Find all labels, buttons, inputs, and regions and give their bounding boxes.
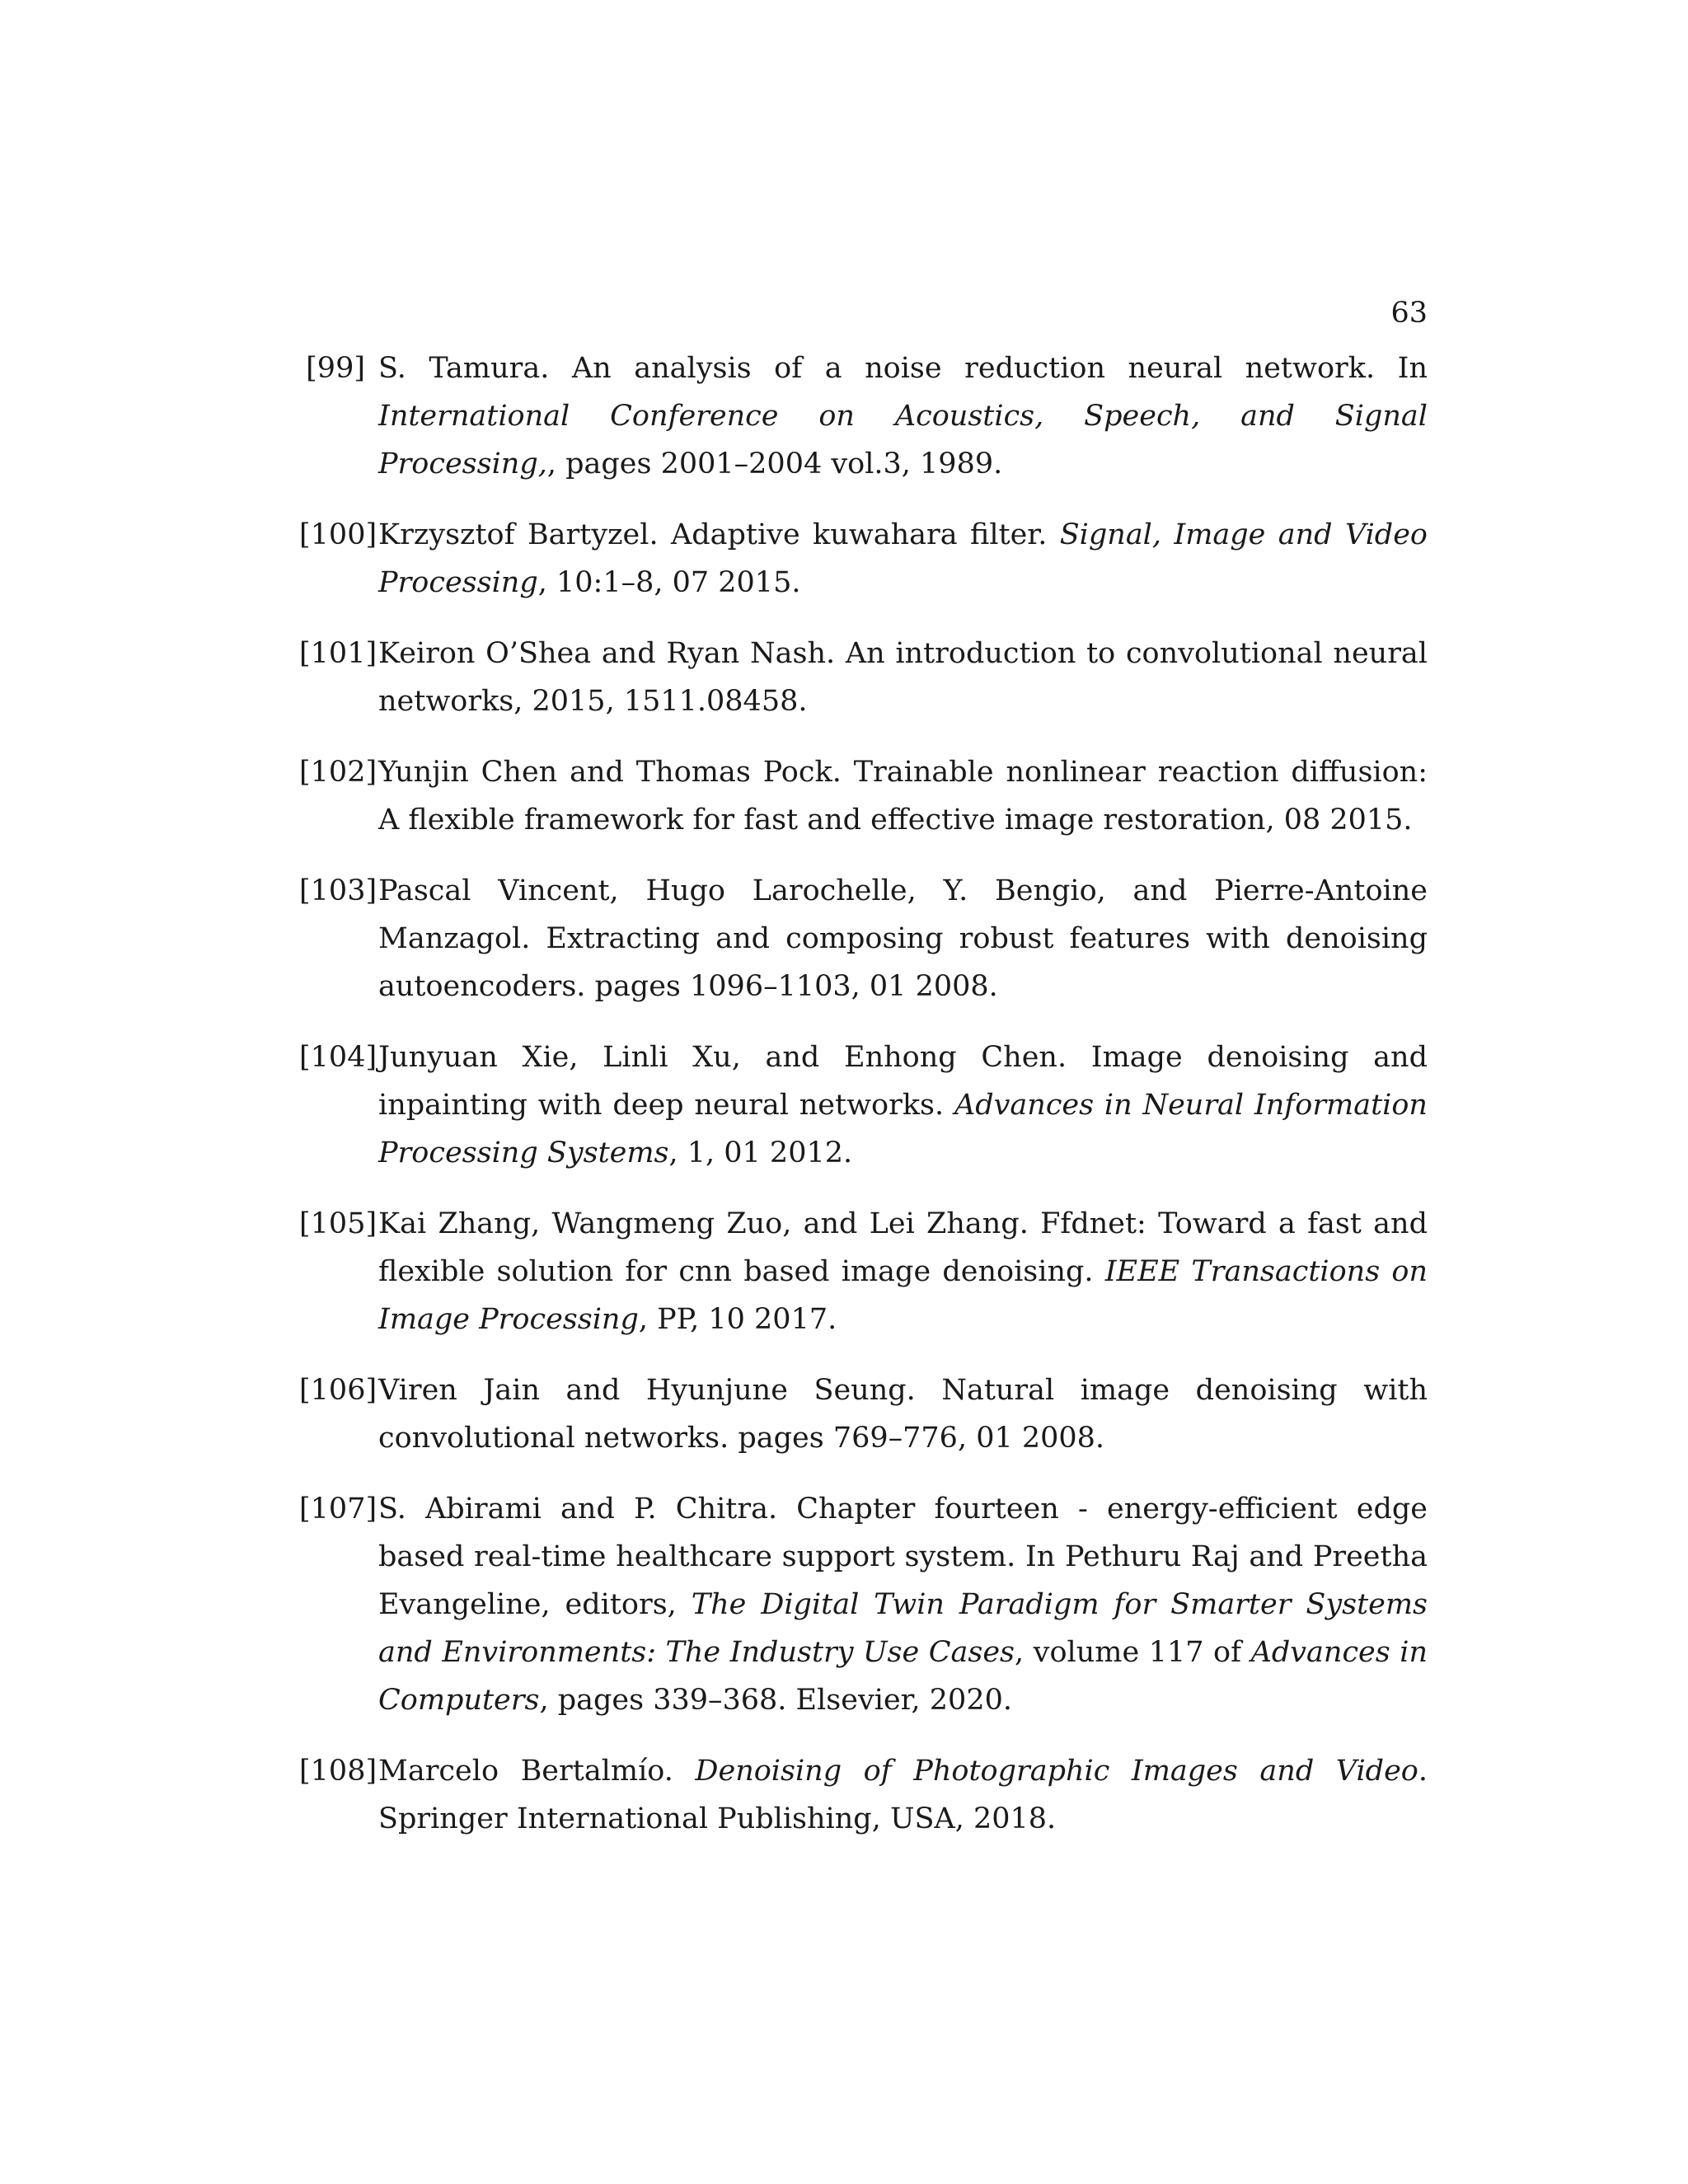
reference-list <box>299 344 1428 1866</box>
reference-item <box>299 344 1428 488</box>
reference-item <box>299 748 1428 844</box>
reference-item <box>299 1747 1428 1843</box>
venue-title: Signal, Image and Video Processing <box>378 518 1428 599</box>
reference-number: [101] <box>299 637 377 670</box>
reference-text: S. Abirami and P. Chitra. Chapter fourteen - energy-efficient edge based real-time healthcare support system. In Pethuru Raj and Preetha Evangeline, editors, The Digital Twin Paradigm for Smarter Systems and Environments: The Industry Use Cases, volume 117 of Advances in Computers, pages 339–368. Elsevier, 2020. <box>378 1493 1428 1717</box>
reference-text: Krzysztof Bartyzel. Adaptive kuwahara filter. Signal, Image and Video Processing, 10:1–8, 07 2015. <box>378 518 1428 599</box>
reference-item <box>299 867 1428 1010</box>
reference-number: [106] <box>299 1374 377 1407</box>
reference-text: Kai Zhang, Wangmeng Zuo, and Lei Zhang. Ffdnet: Toward a fast and flexible solution for cnn based image denoising. IEEE Transactions on Image Processing, PP, 10 2017. <box>378 1207 1428 1336</box>
venue-title: The Digital Twin Paradigm for Smarter Systems and Environments: The Industry Use Cases <box>378 1588 1428 1669</box>
reference-item <box>299 1033 1428 1177</box>
reference-text: S. Tamura. An analysis of a noise reduction neural network. In International Conference on Acoustics, Speech, and Signal Processing,, pages 2001–2004 vol.3, 1989. <box>378 352 1428 480</box>
venue-title: Denoising of Photographic Images and Video <box>695 1755 1418 1788</box>
reference-item <box>299 1200 1428 1343</box>
reference-text: Marcelo Bertalmío. Denoising of Photographic Images and Video. Springer International Publishing, USA, 2018. <box>378 1755 1428 1835</box>
reference-item <box>299 511 1428 607</box>
venue-title: IEEE Transactions on Image Processing <box>378 1255 1428 1336</box>
reference-text: Keiron O’Shea and Ryan Nash. An introduction to convolutional neural networks, 2015, 1511.08458. <box>378 637 1428 718</box>
reference-number: [104] <box>299 1041 377 1074</box>
reference-number: [107] <box>299 1493 377 1526</box>
venue-title: Advances in Computers <box>378 1636 1428 1717</box>
reference-text: Yunjin Chen and Thomas Pock. Trainable nonlinear reaction diffusion: A flexible framework for fast and effective image restoration, 08 2015. <box>378 756 1428 837</box>
page-number: 63 <box>1390 297 1428 330</box>
reference-text: Viren Jain and Hyunjune Seung. Natural image denoising with convolutional networks. pages 769–776, 01 2008. <box>378 1374 1428 1455</box>
reference-item <box>299 630 1428 725</box>
reference-number: [100] <box>299 518 377 551</box>
reference-number: [108] <box>299 1755 377 1788</box>
reference-number: [103] <box>299 874 377 907</box>
reference-number: [99] <box>306 352 365 385</box>
reference-item <box>299 1366 1428 1462</box>
venue-title: Advances in Neural Information Processing Systems <box>378 1089 1428 1169</box>
reference-number: [102] <box>299 756 377 789</box>
venue-title: International Conference on Acoustics, Speech, and Signal Processing, <box>378 400 1428 480</box>
reference-text: Junyuan Xie, Linli Xu, and Enhong Chen. Image denoising and inpainting with deep neural networks. Advances in Neural Information Processing Systems, 1, 01 2012. <box>378 1041 1428 1169</box>
reference-item <box>299 1485 1428 1724</box>
reference-number: [105] <box>299 1207 377 1240</box>
reference-text: Pascal Vincent, Hugo Larochelle, Y. Bengio, and Pierre-Antoine Manzagol. Extracting and composing robust features with denoising autoencoders. pages 1096–1103, 01 2008. <box>378 874 1428 1003</box>
